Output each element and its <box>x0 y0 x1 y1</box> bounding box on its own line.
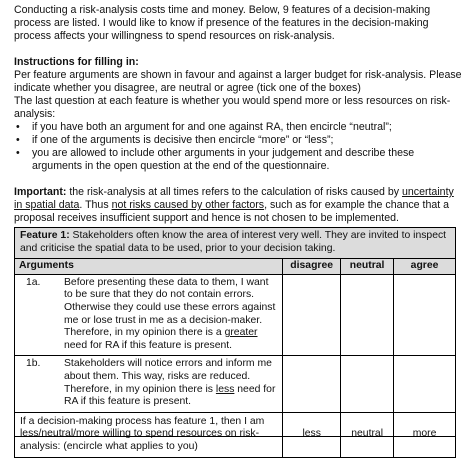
header-arguments: Arguments <box>15 259 283 275</box>
argument-id: 1a. <box>26 276 41 288</box>
important-underlined-2: not risks caused by other factors <box>111 199 265 211</box>
bullet-icon: • <box>16 121 20 133</box>
final-question: If a decision-making process has feature 1, then I am less/neutral/more willing to spend resources on risk-analysis: (encircle what applies to you) <box>15 412 283 457</box>
feature-text: Stakeholders often know the area of interest very well. They are invited to inspect and criticise the spatial data to be used, prior to your decision taking. <box>20 230 447 254</box>
argument-row-1b <box>15 356 456 412</box>
instruction-bullet-text: if one of the arguments is decisive then encircle “more” or “less”; <box>32 134 334 146</box>
feature-description <box>15 228 456 259</box>
important-text-1: the risk-analysis at all times refers to the calculation of risks caused by <box>66 186 402 198</box>
argument-cell <box>15 356 283 412</box>
important-text-2: . Thus <box>79 199 112 211</box>
checkbox-agree-1b[interactable] <box>394 356 456 412</box>
argument-text: Stakeholders will notice errors and inform me about them. This way, risks are reduced. Therefore, in my opinion there is less need for RA if this feature is present. <box>64 358 276 408</box>
option-neutral[interactable]: neutral <box>341 412 394 457</box>
document-page <box>14 4 464 225</box>
checkbox-disagree-1b[interactable] <box>283 356 341 412</box>
argument-id: 1b. <box>26 358 41 370</box>
checkbox-neutral-1b[interactable] <box>341 356 394 412</box>
argument-text: Before presenting these data to them, I want to be sure that they do not contain errors. Otherwise they could use these errors against me or lose trust in me as a decision-maker. Therefore, in my opinion there is a greater need for RA if this feature is present. <box>64 276 276 351</box>
final-question-row <box>15 412 456 457</box>
feature-label: Feature 1: <box>20 230 70 241</box>
instructions-line-1: Per feature arguments are shown in favour and against a larger budget for risk-analysis. Please indicate whether you disagree, are neutral or agree (tick one of the boxes) <box>14 69 462 94</box>
important-label: Important: <box>14 186 67 198</box>
header-agree: agree <box>394 259 456 275</box>
instructions-heading: Instructions for filling in: <box>14 56 139 68</box>
important-paragraph <box>14 186 464 225</box>
header-disagree: disagree <box>283 259 341 275</box>
argument-emphasis: less <box>215 383 235 395</box>
instruction-bullet <box>14 147 464 173</box>
header-neutral: neutral <box>341 259 394 275</box>
checkbox-disagree-1a[interactable] <box>283 274 341 356</box>
instruction-bullet <box>14 121 464 134</box>
header-row <box>15 259 456 275</box>
important-underlined-1: uncertainty in spatial data <box>14 186 454 211</box>
feature-row <box>15 228 456 259</box>
option-more[interactable]: more <box>394 412 456 457</box>
instructions-bullet-list <box>14 121 464 173</box>
important-text-3: , such as for example the chance that a proposal receives insufficient support and hence is not chosen to be implemented. <box>14 199 450 224</box>
instruction-bullet-text: if you have both an argument for and one against RA, then encircle “neutral”; <box>32 121 392 133</box>
argument-cell <box>15 274 283 356</box>
instruction-bullet-text: you are allowed to include other arguments in your judgement and describe these arguments in the open question at the end of the questionnaire. <box>32 147 415 172</box>
checkbox-agree-1a[interactable] <box>394 274 456 356</box>
intro-paragraph: Conducting a risk-analysis costs time and money. Below, 9 features of a decision-making process are listed. I would like to know if presence of the features in the decision-making process affects your willingness to spend resources on risk-analysis. <box>14 4 431 42</box>
option-less[interactable]: less <box>283 412 341 457</box>
bottom-divider <box>14 436 456 437</box>
argument-emphasis: greater <box>224 327 258 339</box>
bullet-icon: • <box>16 147 20 159</box>
feature-questionnaire-table <box>14 227 456 458</box>
instruction-bullet <box>14 134 464 147</box>
instructions-line-2: The last question at each feature is whether you would spend more or less resources on risk-analysis: <box>14 95 451 120</box>
argument-row-1a <box>15 274 456 356</box>
bullet-icon: • <box>16 134 20 146</box>
checkbox-neutral-1a[interactable] <box>341 274 394 356</box>
